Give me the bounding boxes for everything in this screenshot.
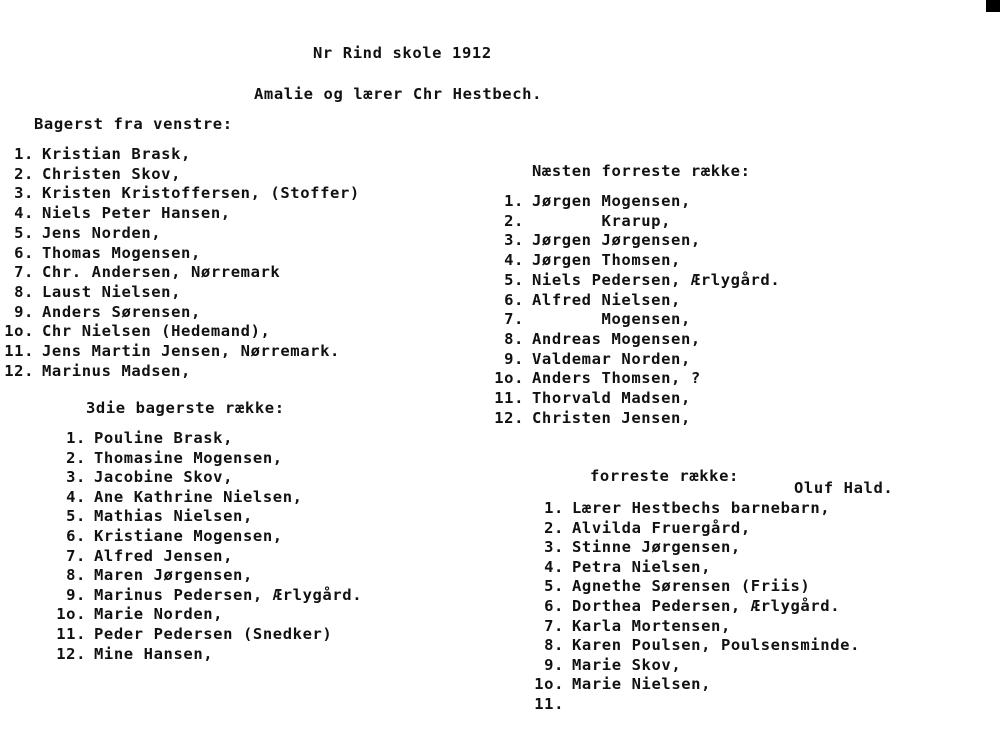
list-item [52, 507, 253, 525]
list-item [530, 656, 681, 674]
list-item [490, 192, 691, 210]
list-item-number: 9. [66, 585, 86, 604]
list-item-number: 9. [504, 349, 524, 368]
list-item-name: Niels Pedersen, Ærlygård. [532, 270, 781, 289]
list-item-name: Maren Jørgensen, [94, 566, 253, 585]
list-item-number: 11. [4, 342, 34, 360]
list-item-number: 8. [544, 636, 564, 655]
list-item-name: Marinus Pedersen, Ærlygård. [94, 585, 363, 604]
scan-corner-mark [986, 0, 1000, 12]
list-item-number: 5. [66, 507, 86, 526]
list-item-name: Mine Hansen, [94, 644, 214, 663]
list-item-number: 5. [14, 223, 34, 242]
list-item-name: Marie Nielsen, [572, 675, 712, 694]
list-item-number: 6. [544, 597, 564, 615]
list-item-number: 1o. [4, 322, 34, 341]
section-heading-second-row: Næsten forreste række: [532, 162, 751, 180]
list-item-number: 8. [504, 329, 524, 348]
list-item [530, 499, 830, 517]
list-item-name: Krarup, [532, 211, 672, 230]
list-item [0, 322, 270, 340]
list-item-number: 7. [66, 546, 86, 565]
list-item-number: 6. [14, 243, 34, 262]
section-heading-front-row: forreste række: [590, 467, 739, 485]
section-heading-back-row: Bagerst fra venstre: [34, 115, 233, 133]
list-item-number: 1o. [56, 605, 86, 624]
list-item-name: Marie Norden, [94, 605, 224, 624]
list-item-name: Mogensen, [532, 310, 691, 329]
list-item [0, 204, 231, 222]
list-item [0, 184, 360, 202]
list-item [0, 362, 191, 380]
list-item-number: 3. [544, 538, 564, 557]
list-item [0, 145, 191, 163]
list-item [0, 283, 181, 301]
front-row-side-note: Oluf Hald. [794, 479, 894, 497]
list-item-name: Jørgen Thomsen, [532, 251, 681, 270]
list-item [530, 577, 810, 595]
list-item-number: 6. [504, 290, 524, 309]
list-item-number: 5. [544, 577, 564, 596]
list-item-name: Chr. Andersen, Nørremark [42, 263, 281, 282]
list-item [490, 212, 671, 230]
list-item-number: 3. [504, 231, 524, 250]
list-item-name: Alfred Jensen, [94, 546, 234, 565]
list-item-name: Marie Skov, [572, 655, 682, 674]
list-item [490, 271, 780, 289]
list-item-number: 7. [14, 263, 34, 282]
list-item-name: Thorvald Madsen, [532, 389, 691, 407]
list-item [530, 675, 711, 693]
list-item-name: Laust Nielsen, [42, 282, 182, 301]
list-item-name: Alvilda Fruergård, [572, 518, 751, 537]
list-item-number: 8. [66, 566, 86, 585]
list-item-name: Dorthea Pedersen, Ærlygård. [572, 597, 841, 615]
list-item [52, 547, 233, 565]
list-item [530, 695, 572, 713]
list-item-name: Pouline Brask, [94, 429, 234, 447]
list-item-number: 1. [544, 499, 564, 517]
list-item-number: 11. [56, 625, 86, 643]
list-item-name: Agnethe Sørensen (Friis) [572, 577, 811, 596]
list-item [490, 251, 681, 269]
list-item [52, 566, 253, 584]
list-item-name: Anders Thomsen, ? [532, 369, 701, 388]
list-item [490, 350, 691, 368]
list-item [530, 597, 840, 615]
list-item [0, 244, 201, 262]
list-item [490, 389, 691, 407]
list-item-number: 1o. [494, 369, 524, 388]
list-item-name: Valdemar Norden, [532, 349, 691, 368]
list-item [530, 617, 731, 635]
list-item-number: 12. [4, 361, 34, 380]
list-item-number: 11. [534, 695, 564, 713]
list-item [0, 263, 280, 281]
list-item-number: 1. [504, 192, 524, 210]
list-item-number: 3. [66, 468, 86, 487]
list-item [530, 519, 751, 537]
list-item [530, 636, 860, 654]
list-item-number: 11. [494, 389, 524, 407]
list-item [490, 310, 691, 328]
list-item [52, 429, 233, 447]
list-item [490, 409, 691, 427]
list-item [52, 527, 283, 545]
list-item-number: 4. [544, 557, 564, 576]
list-item-number: 12. [494, 408, 524, 427]
list-item-name: Marinus Madsen, [42, 361, 191, 380]
list-item-name: Jacobine Skov, [94, 468, 234, 487]
list-item-name: Karla Mortensen, [572, 616, 731, 635]
list-item-name: Petra Nielsen, [572, 557, 712, 576]
list-item [490, 330, 701, 348]
list-item [530, 558, 711, 576]
list-item [530, 538, 741, 556]
list-item-name: Thomas Mogensen, [42, 243, 201, 262]
list-item [0, 165, 181, 183]
list-item [52, 605, 223, 623]
list-item-number: 7. [544, 616, 564, 635]
list-item [52, 645, 213, 663]
list-item-name: Lærer Hestbechs barnebarn, [572, 499, 831, 517]
list-item-number: 1. [66, 429, 86, 447]
list-item-number: 5. [504, 270, 524, 289]
list-item-number: 8. [14, 282, 34, 301]
list-item-name: Christen Jensen, [532, 408, 691, 427]
list-item-name: Chr Nielsen (Hedemand), [42, 322, 271, 341]
list-item-number: 1o. [534, 675, 564, 694]
list-item-name: Mathias Nielsen, [94, 507, 253, 526]
section-heading-third-row: 3die bagerste række: [86, 399, 285, 417]
list-item [52, 586, 362, 604]
list-item-number: 9. [544, 655, 564, 674]
list-item-name: Jørgen Jørgensen, [532, 231, 701, 250]
list-item-name: Christen Skov, [42, 164, 182, 183]
list-item-name: Kristen Kristoffersen, (Stoffer) [42, 184, 360, 203]
list-item-name: Alfred Nielsen, [532, 290, 681, 309]
list-item-number: 4. [14, 204, 34, 223]
document-title: Nr Rind skole 1912 [313, 44, 492, 62]
list-item [0, 303, 201, 321]
list-item-name: Anders Sørensen, [42, 302, 201, 321]
list-item-number: 2. [66, 448, 86, 467]
list-item-number: 4. [504, 251, 524, 270]
list-item-number: 4. [66, 487, 86, 506]
list-item-name: Stinne Jørgensen, [572, 538, 741, 557]
list-item [490, 291, 681, 309]
list-item-name: Andreas Mogensen, [532, 329, 701, 348]
list-item-name: Niels Peter Hansen, [42, 204, 231, 223]
list-item-number: 6. [66, 527, 86, 545]
list-item-name: Kristian Brask, [42, 145, 191, 163]
list-item [490, 369, 701, 387]
list-item-number: 2. [14, 164, 34, 183]
list-item-name: Thomasine Mogensen, [94, 448, 283, 467]
list-item-name: Jens Martin Jensen, Nørremark. [42, 342, 340, 360]
list-item-number: 7. [504, 310, 524, 329]
list-item-name: Peder Pedersen (Snedker) [94, 625, 333, 643]
list-item [0, 342, 340, 360]
list-item-name: Karen Poulsen, Poulsensminde. [572, 636, 861, 655]
list-item-number: 12. [56, 644, 86, 663]
list-item-name: Kristiane Mogensen, [94, 527, 283, 545]
list-item-number: 2. [504, 211, 524, 230]
list-item [490, 231, 701, 249]
list-item-name: Jens Norden, [42, 223, 162, 242]
list-item-name: Jørgen Mogensen, [532, 192, 691, 210]
list-item [52, 488, 303, 506]
list-item [52, 468, 233, 486]
list-item-number: 1. [14, 145, 34, 163]
list-item-name: Ane Kathrine Nielsen, [94, 487, 303, 506]
list-item [0, 224, 161, 242]
list-item-number: 2. [544, 518, 564, 537]
list-item [52, 625, 332, 643]
list-item-number: 3. [14, 184, 34, 203]
list-item-number: 9. [14, 302, 34, 321]
document-subtitle: Amalie og lærer Chr Hestbech. [254, 85, 543, 103]
list-item [52, 449, 283, 467]
